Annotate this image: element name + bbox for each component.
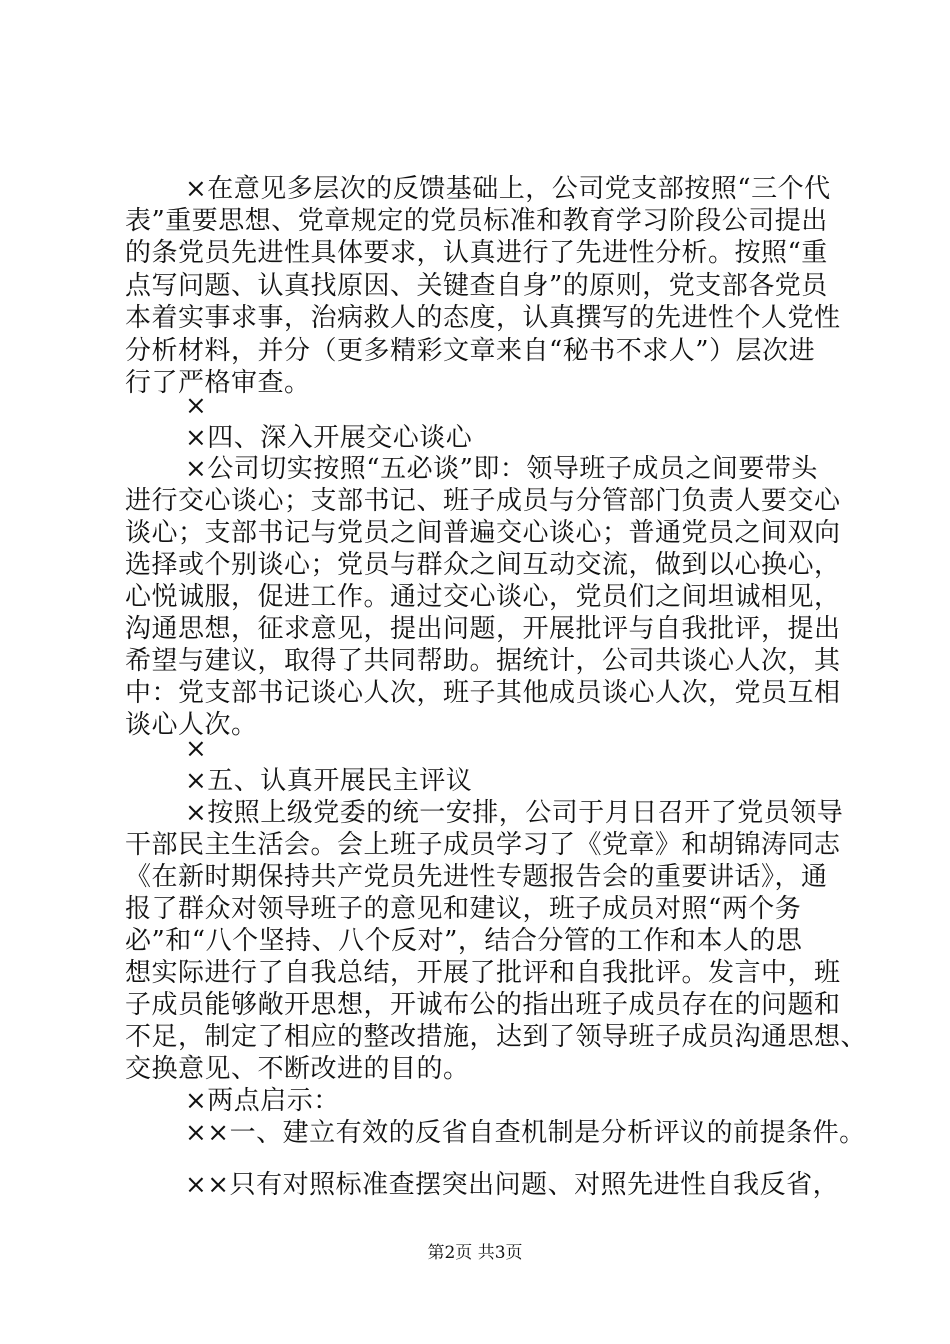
- section-heading: ×两点启示：: [185, 1086, 340, 1116]
- text-line: 子成员能够敞开思想，开诚布公的指出班子成员存在的问题和: [125, 990, 841, 1020]
- page-number-footer: 第2页 共3页: [427, 1243, 523, 1263]
- text-line: ×在意见多层次的反馈基础上，公司党支部按照“三个代: [185, 174, 831, 204]
- text-line: ××一、建立有效的反省自查机制是分析评议的前提条件。: [185, 1118, 866, 1148]
- text-line: 表”重要思想、党章规定的党员标准和教育学习阶段公司提出: [125, 206, 828, 236]
- section-heading: ×五、认真开展民主评议: [185, 766, 473, 796]
- text-line: 选择或个别谈心；党员与群众之间互动交流，做到以心换心，: [125, 550, 841, 580]
- text-line: 报了群众对领导班子的意见和建议，班子成员对照“两个务: [125, 894, 802, 924]
- text-line: 干部民主生活会。会上班子成员学习了《党章》和胡锦涛同志: [125, 830, 841, 860]
- text-line: 心悦诚服，促进工作。通过交心谈心，党员们之间坦诚相见，: [125, 582, 841, 612]
- text-line: ××只有对照标准查摆突出问题、对照先进性自我反省，: [185, 1170, 840, 1200]
- text-line: 本着实事求事，治病救人的态度，认真撰写的先进性个人党性: [125, 303, 841, 333]
- text-line: 行了严格审查。: [125, 368, 311, 398]
- text-line: ×: [185, 734, 208, 764]
- text-line: 必”和“八个坚持、八个反对”，结合分管的工作和本人的思: [125, 926, 803, 956]
- text-line: 沟通思想，征求意见，提出问题，开展批评与自我批评，提出: [125, 614, 841, 644]
- text-line: 《在新时期保持共产党员先进性专题报告会的重要讲话》，通: [125, 862, 828, 892]
- text-line: 想实际进行了自我总结，开展了批评和自我批评。发言中，班: [125, 958, 841, 988]
- text-line: ×按照上级党委的统一安排，公司于月日召开了党员领导: [185, 798, 844, 828]
- text-line: 交换意见、不断改进的目的。: [125, 1054, 470, 1084]
- text-line: 不足，制定了相应的整改措施，达到了领导班子成员沟通思想、: [125, 1022, 868, 1052]
- text-line: 的条党员先进性具体要求，认真进行了先进性分析。按照“重: [125, 238, 828, 268]
- text-line: 希望与建议，取得了共同帮助。据统计，公司共谈心人次，其: [125, 646, 841, 676]
- text-line: 中：党支部书记谈心人次，班子其他成员谈心人次，党员互相: [125, 678, 841, 708]
- text-line: ×: [185, 391, 208, 421]
- text-line: 谈心人次。: [125, 710, 258, 740]
- text-line: 进行交心谈心；支部书记、班子成员与分管部门负责人要交心: [125, 486, 841, 516]
- text-line: 谈心；支部书记与党员之间普遍交心谈心；普通党员之间双向: [125, 518, 841, 548]
- section-heading: ×四、深入开展交心谈心: [185, 423, 473, 453]
- text-line: ×公司切实按照“五必谈”即：领导班子成员之间要带头: [185, 454, 818, 484]
- text-line: 分析材料，并分（更多精彩文章来自“秘书不求人”）层次进: [125, 336, 816, 366]
- text-line: 点写问题、认真找原因、关键查自身”的原则，党支部各党员: [125, 271, 828, 301]
